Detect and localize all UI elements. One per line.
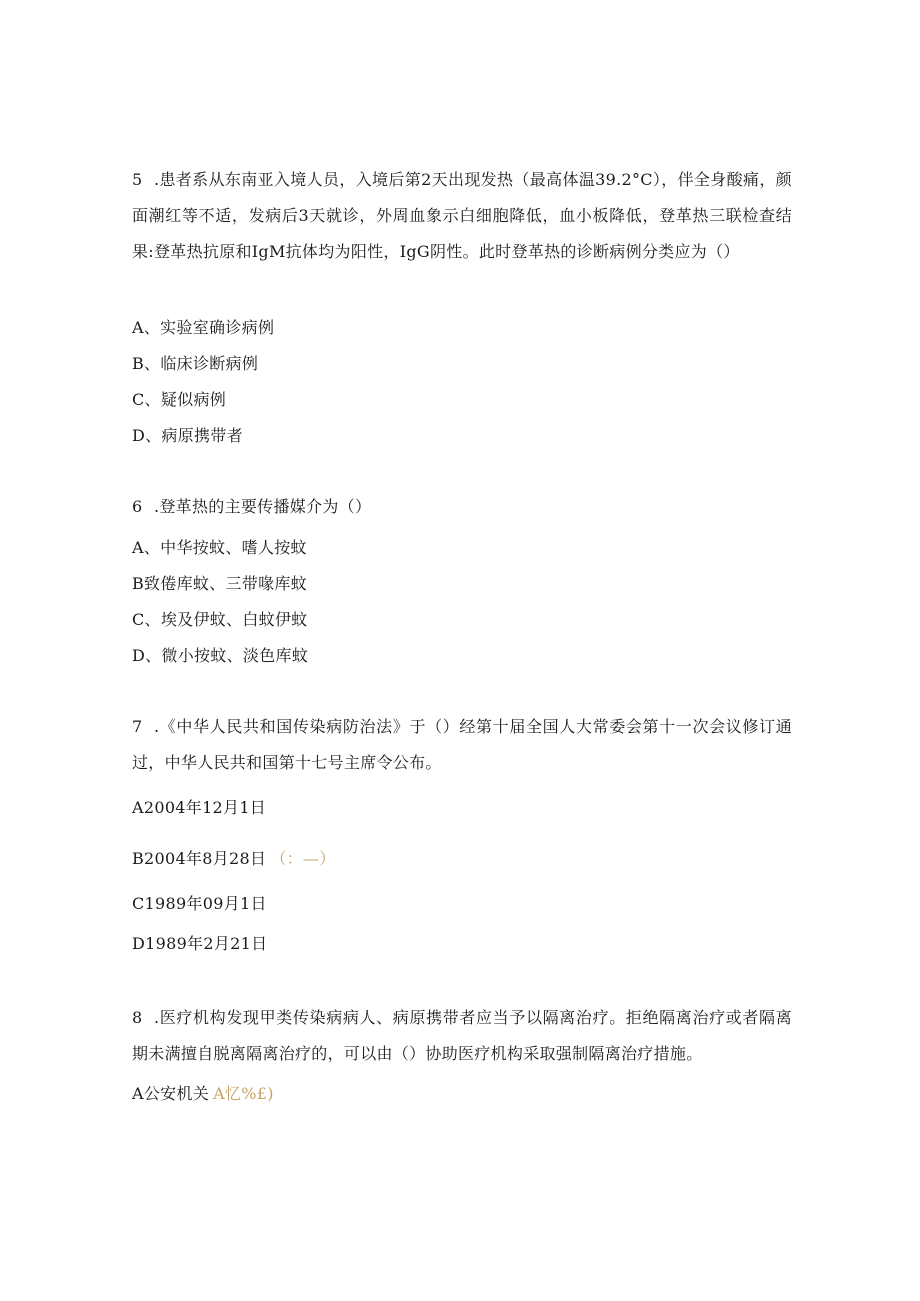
option-a: A、中华按蚊、嗜人按蚊 — [132, 538, 307, 557]
option-a-row — [132, 1084, 274, 1104]
question-6 — [132, 489, 792, 665]
question-text: .登革热的主要传播媒介为（） — [154, 497, 372, 516]
handwritten-annotation: A忆%£) — [213, 1084, 274, 1103]
question-text: .医疗机构发现甲类传染病病人、病原携带者应当予以隔离治疗。拒绝隔离治疗或者隔离期未满擅自脱离隔离治疗的，可以由（）协助医疗机构采取强制隔离治疗措施。 — [132, 1008, 792, 1063]
question-number: 7 — [132, 717, 143, 736]
question-number: 8 — [132, 1008, 143, 1027]
question-8 — [132, 1000, 792, 1103]
option-b: B、临床诊断病例 — [132, 354, 259, 373]
question-number: 5 — [132, 170, 143, 189]
option-b: B2004年8月28日 — [132, 849, 267, 868]
option-c: C、疑似病例 — [132, 390, 227, 409]
question-stem — [132, 1000, 792, 1072]
question-stem — [132, 709, 792, 781]
question-stem — [132, 489, 792, 525]
question-text: .患者系从东南亚入境人员，入境后第2天出现发热（最高体温39.2°C），伴全身酸痛，颜面潮红等不适，发病后3天就诊，外周血象示白细胞降低，血小板降低，登革热三联检查结果:登革热抗原和IgM抗体均为阳性，IgG阴性。此时登革热的诊断病例分类应为（） — [132, 170, 792, 261]
question-5 — [132, 162, 792, 445]
option-d: D、微小按蚊、淡色库蚊 — [132, 646, 309, 665]
question-number: 6 — [132, 497, 143, 516]
option-a: A公安机关 — [132, 1084, 210, 1103]
handwritten-annotation: （：—） — [270, 849, 336, 868]
option-a: A2004年12月1日 — [132, 798, 267, 817]
option-c: C1989年09月1日 — [132, 894, 267, 913]
option-d: D1989年2月21日 — [132, 934, 268, 953]
question-text: .《中华人民共和国传染病防治法》于（）经第十届全国人大常委会第十一次会议修订通过，中华人民共和国第十七号主席令公布。 — [132, 717, 792, 772]
option-b: B致倦库蚊、三带喙库蚊 — [132, 574, 308, 593]
option-c: C、埃及伊蚊、白蚊伊蚊 — [132, 610, 308, 629]
option-a: A、实验室确诊病例 — [132, 318, 275, 337]
question-stem — [132, 162, 792, 270]
question-7 — [132, 709, 792, 953]
option-b-row — [132, 849, 336, 869]
option-d: D、病原携带者 — [132, 426, 243, 445]
